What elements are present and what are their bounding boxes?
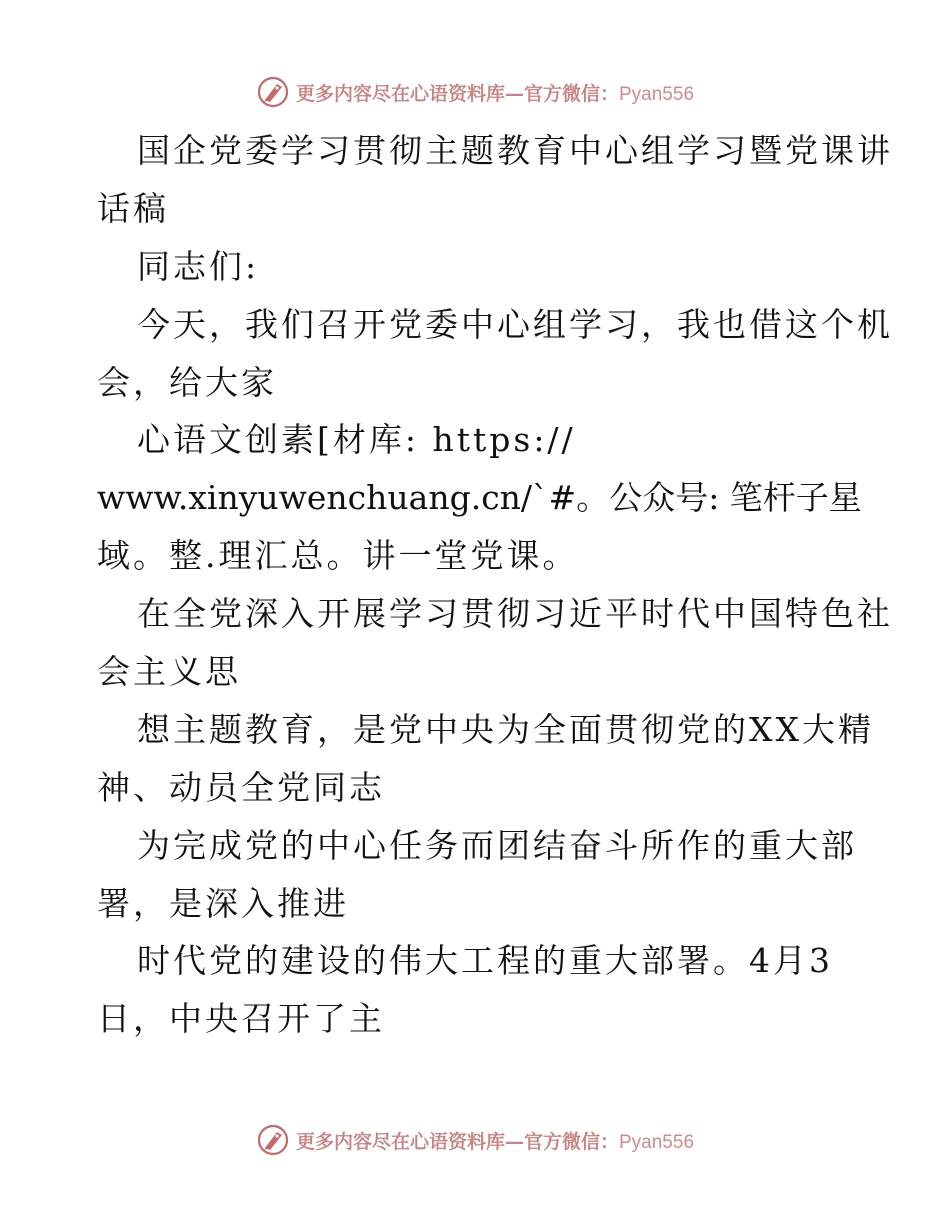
paragraph-line: 会主义思 — [97, 652, 241, 692]
salutation: 同志们: — [137, 246, 260, 286]
paragraph-line: 域。整.理汇总。讲一堂党课。 — [97, 536, 579, 576]
watermark-text: 更多内容尽在心语资料库—官方微信：Pyan556 — [295, 1130, 695, 1153]
pen-nib-logo-icon — [256, 75, 290, 109]
document-body — [97, 122, 893, 1048]
paragraph-line: 时代党的建设的伟大工程的重大部署。4月3 — [137, 941, 833, 981]
paragraph-line: 神、动员全党同志 — [97, 767, 385, 807]
paragraph-line: 想主题教育，是党中央为全面贯彻党的XX大精 — [137, 709, 874, 749]
pen-nib-logo-icon — [256, 1123, 290, 1157]
paragraph-line: 会，给大家 — [97, 362, 277, 402]
footer-watermark — [0, 1120, 950, 1160]
paragraph-line: 署，是深入推进 — [97, 883, 349, 923]
paragraph-line: 在全党深入开展学习贯彻习近平时代中国特色社 — [137, 594, 893, 634]
paragraph-line: 心语文创素[材库: https:// — [137, 420, 576, 460]
paragraph-line: 为完成党的中心任务而团结奋斗所作的重大部 — [137, 825, 857, 865]
header-watermark — [0, 72, 950, 112]
paragraph-line: 今天，我们召开党委中心组学习，我也借这个机 — [137, 304, 893, 344]
paragraph-line: www.xinyuwenchuang.cn/`#。公众号: 笔杆子星 — [97, 478, 862, 518]
title-line-2: 话稿 — [97, 188, 169, 228]
paragraph-line: 日，中央召开了主 — [97, 999, 385, 1039]
watermark-text: 更多内容尽在心语资料库—官方微信：Pyan556 — [295, 82, 695, 105]
title-line-1: 国企党委学习贯彻主题教育中心组学习暨党课讲 — [137, 131, 893, 170]
